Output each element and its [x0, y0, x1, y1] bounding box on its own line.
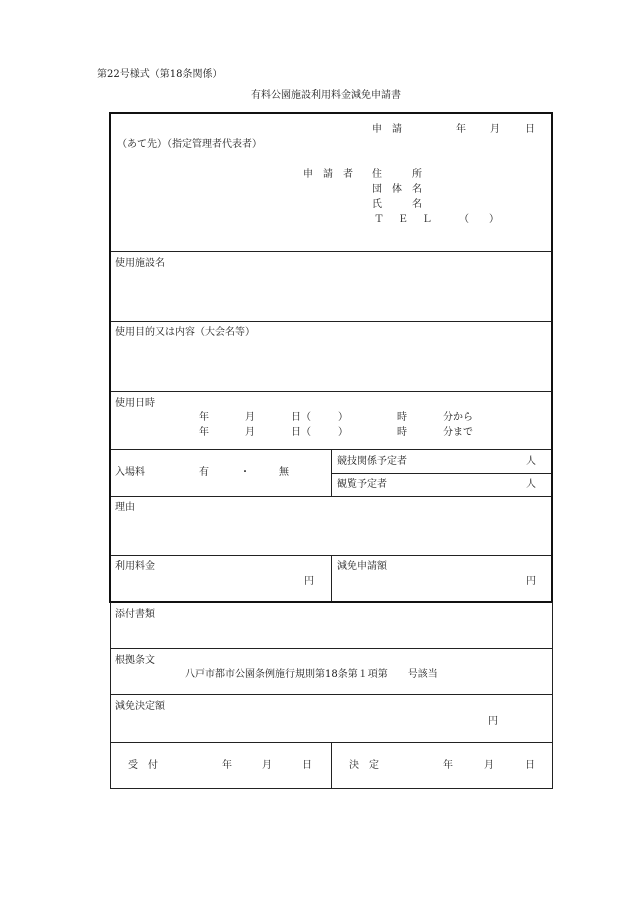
fee-label: 利用料金: [115, 561, 155, 572]
application-year: 年: [456, 124, 466, 135]
dt1-close: ）: [338, 412, 348, 423]
decision-year: 年: [443, 760, 453, 771]
facility-label: 使用施設名: [115, 258, 165, 269]
dt2-close: ）: [338, 427, 348, 438]
basis-label: 根拠条文: [115, 655, 155, 666]
decided-amount-label: 減免決定額: [115, 701, 165, 712]
athletes-unit: 人: [526, 456, 536, 467]
admission-no: 無: [279, 467, 289, 478]
decision-day: 日: [525, 760, 535, 771]
rule-after-applicant: [111, 251, 551, 252]
dt2-minute: 分まで: [443, 427, 473, 438]
admission-divider: [331, 449, 332, 496]
receipt-day: 日: [302, 760, 312, 771]
lower-box-right: [552, 602, 553, 788]
fee-divider: [331, 555, 332, 601]
datetime-label: 使用日時: [115, 398, 155, 409]
dt1-minute: 分から: [443, 412, 473, 423]
receipt-month: 月: [262, 760, 272, 771]
applicant-label: 申 請 者: [303, 169, 353, 180]
receipt-label: 受 付: [128, 760, 158, 771]
addressee: （あて先）（指定管理者代表者）: [117, 139, 262, 150]
dt2-month: 月: [245, 427, 255, 438]
page-title: 有料公園施設利用料金減免申請書: [251, 90, 401, 101]
dt2-day: 日（: [291, 427, 311, 438]
dt1-day: 日（: [291, 412, 311, 423]
rule-after-purpose: [111, 391, 551, 392]
spectators-label: 観覧予定者: [337, 479, 387, 490]
form-number: 第22号様式（第18条関係）: [97, 69, 223, 80]
dt1-month: 月: [245, 412, 255, 423]
application-date-label: 申 請: [372, 124, 402, 135]
application-month: 月: [490, 124, 500, 135]
decided-amount-yen: 円: [488, 716, 498, 727]
spectators-unit: 人: [526, 479, 536, 490]
reduction-label: 減免申請額: [337, 561, 387, 572]
reduction-yen: 円: [526, 576, 536, 587]
purpose-label: 使用目的又は内容（大会名等）: [115, 327, 255, 338]
rule-after-basis: [110, 694, 553, 695]
dt2-year: 年: [199, 427, 209, 438]
group-name-label: 団 体 名: [372, 184, 422, 195]
admission-yes: 有: [199, 467, 209, 478]
lower-box-left: [110, 602, 111, 788]
basis-text: 八戸市都市公園条例施行規則第18条第１項第 号該当: [185, 669, 438, 680]
reason-label: 理由: [115, 502, 135, 513]
admission-dot: ・: [240, 467, 250, 478]
dt1-year: 年: [199, 412, 209, 423]
application-day: 日: [525, 124, 535, 135]
lower-box-bottom: [110, 788, 553, 789]
athletes-label: 競技関係予定者: [337, 456, 407, 467]
decision-month: 月: [484, 760, 494, 771]
rule-after-attachments: [110, 648, 553, 649]
admission-label: 入場料: [115, 467, 145, 478]
name-label: 氏 名: [372, 199, 422, 210]
applicant-section-border: [109, 112, 553, 603]
decision-label: 決 定: [349, 760, 379, 771]
attachments-label: 添付書類: [115, 609, 155, 620]
receipt-divider: [331, 742, 332, 788]
dt1-hour: 時: [397, 412, 407, 423]
rule-after-facility: [111, 321, 551, 322]
fee-yen: 円: [304, 576, 314, 587]
tel-parens: （ ）: [459, 214, 499, 225]
rule-after-admission: [111, 496, 551, 497]
address-label: 住 所: [372, 169, 422, 180]
tel-label: ＴＥＬ: [374, 214, 446, 225]
rule-admission-mid: [331, 473, 551, 474]
receipt-year: 年: [222, 760, 232, 771]
dt2-hour: 時: [397, 427, 407, 438]
